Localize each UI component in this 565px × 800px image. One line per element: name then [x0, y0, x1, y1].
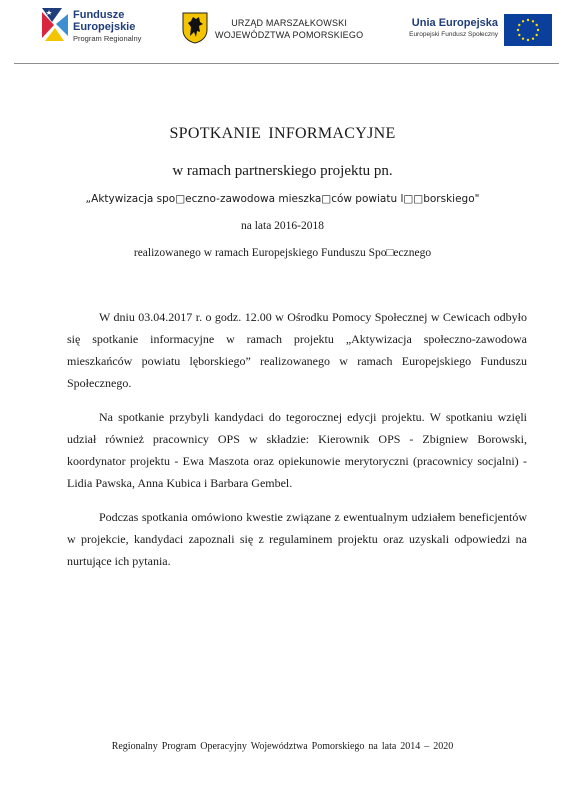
project-name: „Aktywizacja spo□eczno-zawodowa mieszka□ców powiatu l□□borskiego" [85, 193, 480, 205]
eu-flag-icon [504, 14, 552, 46]
unia-europejska-logo [396, 12, 556, 48]
document-title: SPOTKANIE INFORMACYJNE [169, 125, 396, 142]
urzad-marszalkowski-logo [182, 12, 372, 48]
page-footer: Regionalny Program Operacyjny Województwa Pomorskiego na lata 2014 – 2020 [111, 741, 454, 752]
ue-logo-text [396, 17, 498, 40]
body-paragraph-1: W dniu 03.04.2017 r. o godz. 12.00 w Ośrodku Pomocy Społecznej w Cewicach odbyło się spotkanie informacyjne w ramach projektu „Aktywizacja społeczno-zawodowa mieszkańców powiatu lęborskiego” realizowanego w ramach Europejskiego Funduszu Społecznego. [67, 310, 527, 390]
fe-logo-line1: Fundusze [73, 9, 125, 21]
ue-logo-line1: Unia Europejska [411, 17, 498, 29]
body-paragraph-2: Na spotkanie przybyli kandydaci do tegorocznej edycji projektu. W spotkaniu wzięli udział również pracownicy OPS w składzie: Kierownik OPS - Zbigniew Borowski, koordynator projektu - Ewa Maszota oraz opiekunowie merytoryczni (pracownicy socjalni) - Lidia Pawska, Anna Kubica i Barbara Gembel. [67, 410, 527, 490]
ue-logo-line2: Europejski Fundusz Społeczny [409, 31, 498, 38]
fundusze-europejskie-logo [42, 8, 162, 52]
fe-logo-line3: Program Regionalny [73, 34, 142, 43]
um-logo-line1: URZĄD MARSZAŁKOWSKI [231, 18, 348, 28]
project-fund: realizowanego w ramach Europejskiego Funduszu Spo□ecznego [133, 247, 432, 259]
project-years: na lata 2016-2018 [240, 220, 325, 232]
document-body [67, 306, 527, 584]
um-logo-line2: WOJEWÓDZTWA POMORSKIEGO [215, 30, 364, 40]
body-paragraph-3: Podczas spotkania omówiono kwestie związane z ewentualnym udziałem beneficjentów w projekcie, kandydaci zapoznali się z regulaminem projektu oraz uzyskali odpowiedzi na nurtujące ich pytania. [67, 510, 527, 568]
griffin-crest-icon [182, 12, 208, 44]
document-subtitle: w ramach partnerskiego projektu pn. [172, 163, 393, 179]
fundusze-europejskie-icon [42, 8, 68, 46]
fe-logo-line2: Europejskie [73, 21, 136, 33]
fe-logo-text [73, 9, 141, 44]
header-divider [14, 63, 559, 64]
um-logo-text [215, 17, 363, 41]
